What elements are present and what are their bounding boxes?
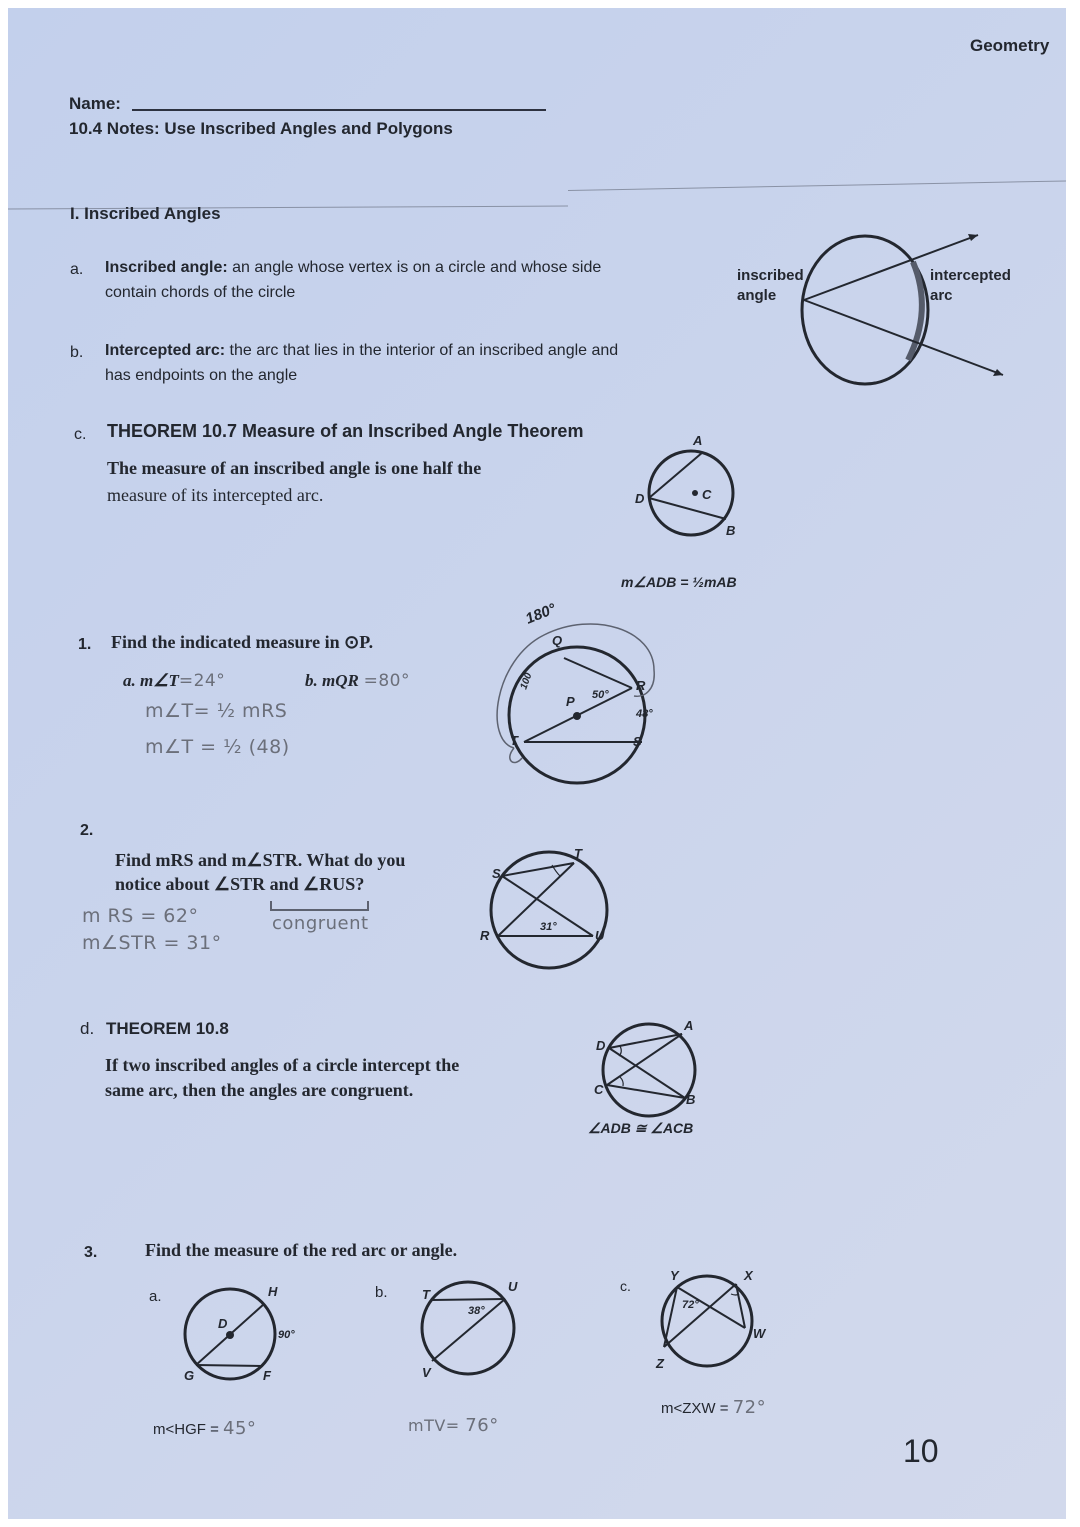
problem-3c-diagram (648, 1270, 788, 1390)
point-t-label: T (422, 1287, 430, 1302)
point-g-label: G (184, 1368, 195, 1383)
problem-3a-marker: a. (149, 1288, 162, 1305)
definition-a-marker: a. (70, 261, 84, 278)
point-w-label: W (753, 1326, 766, 1341)
point-u-label: U (595, 928, 605, 943)
problem-1-work-line2: m∠T = ½ (48) (145, 736, 290, 758)
label-line: intercepted (930, 267, 1011, 284)
point-d-label: D (596, 1038, 606, 1053)
problem-2-answer-str[interactable]: m∠STR = 31° (82, 932, 222, 954)
point-s-label: S (492, 866, 501, 881)
arc-given-value: 90° (278, 1329, 295, 1341)
angle-given-value: 72° (682, 1299, 699, 1311)
label-line: angle (737, 287, 777, 304)
point-z-label: Z (656, 1356, 664, 1371)
point-b-label: B (686, 1092, 696, 1107)
label-line: arc (930, 287, 953, 304)
theorem-10-8-body-cont: same arc, then the angles are congruent. (105, 1080, 414, 1100)
point-h-label: H (268, 1284, 278, 1299)
angle-u-value: 31° (540, 921, 557, 933)
theorem-10-7-diagram (618, 433, 758, 573)
problem-3-number: 3. (84, 1244, 98, 1261)
point-s-label: S (633, 734, 642, 749)
problem-3a-diagram (178, 1278, 318, 1398)
label-line: inscribed (737, 267, 804, 284)
problem-3a-answer-row (153, 1418, 256, 1439)
inscribed-angle-diagram (788, 220, 1008, 400)
definition-b-marker: b. (70, 344, 84, 361)
point-r-label: R (636, 678, 646, 693)
problem-3c-answer[interactable]: 72° (732, 1397, 767, 1418)
page-number: 10 (903, 1433, 939, 1469)
problem-1b (305, 671, 410, 691)
point-r-label: R (480, 928, 490, 943)
problem-3-prompt: Find the measure of the red arc or angle. (145, 1240, 458, 1260)
problem-3c-answer-label: m<ZXW = (661, 1400, 733, 1417)
problem-3b-answer-label: mTV= (408, 1416, 466, 1435)
problem-3b-diagram (408, 1273, 548, 1393)
problem-2-prompt: Find mRS and m∠STR. What do you (115, 850, 406, 870)
point-p-label: P (566, 694, 575, 709)
definition-text-cont: has endpoints on the angle (105, 367, 298, 384)
point-d-label: D (635, 491, 645, 506)
problem-1-work-line1: m∠T= ½ mRS (145, 700, 288, 722)
problem-2-notice-answer[interactable]: congruent (272, 913, 369, 934)
theorem-10-7-body-cont: measure of its intercepted arc. (107, 485, 324, 505)
point-u-label: U (508, 1279, 518, 1294)
problem-2-answer-rs[interactable]: m RS = 62° (82, 905, 199, 927)
theorem-d-marker: d. (80, 1019, 95, 1038)
subject-label: Geometry (970, 36, 1050, 55)
theorem-10-8-heading: THEOREM 10.8 (106, 1019, 229, 1038)
section-title: I. Inscribed Angles (70, 204, 221, 223)
point-q-label: Q (552, 633, 563, 648)
name-label: Name: (69, 94, 121, 113)
problem-3b-answer[interactable]: 76° (465, 1415, 499, 1436)
problem-1a (123, 671, 225, 691)
congruent-bracket (270, 901, 369, 911)
angle-given-value: 38° (468, 1305, 485, 1317)
problem-1-diagram (484, 600, 684, 800)
problem-1b-answer[interactable]: =80° (363, 671, 410, 691)
point-c-label: C (702, 487, 712, 502)
point-v-label: V (422, 1365, 431, 1380)
point-t-label: T (574, 846, 582, 861)
problem-3b-marker: b. (375, 1284, 388, 1301)
theorem-10-7-heading: THEOREM 10.7 Measure of an Inscribed Angle Theorem (107, 421, 584, 441)
theorem-10-7-body: The measure of an inscribed angle is one half the (107, 458, 482, 478)
point-f-label: F (263, 1368, 271, 1383)
handwritten-180: 180° (523, 600, 559, 628)
problem-2-number: 2. (80, 822, 94, 839)
problem-1a-answer[interactable]: =24° (178, 671, 226, 691)
problem-3b-answer-row (408, 1415, 499, 1436)
term: Inscribed angle: (105, 259, 228, 276)
problem-2-diagram (468, 838, 628, 988)
problem-1b-label: b. mQR (305, 671, 359, 690)
problem-1a-label: a. m∠T (123, 671, 179, 690)
definition-intercepted-arc (105, 342, 618, 360)
point-x-label: X (744, 1268, 753, 1283)
arc-rs-value: 48° (636, 708, 653, 720)
definition-inscribed-angle (105, 259, 601, 277)
theorem-10-8-formula: ∠ADB ≅ ∠ACB (588, 1120, 694, 1136)
problem-3a-answer-label: m<HGF = (153, 1421, 224, 1438)
problem-3c-marker: c. (620, 1278, 631, 1294)
point-a-label: A (693, 433, 703, 448)
problem-1-prompt: Find the indicated measure in ⊙P. (111, 632, 374, 652)
problem-2-prompt-cont: notice about ∠STR and ∠RUS? (115, 874, 365, 894)
problem-1-number: 1. (78, 636, 92, 653)
theorem-10-8-diagram (588, 1008, 728, 1128)
name-field-line[interactable] (132, 109, 546, 111)
point-a-label: A (684, 1018, 694, 1033)
point-y-label: Y (670, 1268, 679, 1283)
worksheet-page (8, 8, 1066, 1519)
definition-text: an angle whose vertex is on a circle and whose side (232, 259, 602, 276)
point-t-label: T (510, 733, 518, 748)
problem-3a-answer[interactable]: 45° (223, 1418, 257, 1439)
angle-r-value: 50° (592, 689, 609, 701)
theorem-10-7-formula: m∠ADB = ½mAB (621, 574, 737, 590)
point-c-label: C (594, 1082, 604, 1097)
problem-3c-answer-row (661, 1397, 766, 1418)
handwritten-100: 100 (518, 671, 535, 692)
page-title: 10.4 Notes: Use Inscribed Angles and Polygons (69, 119, 453, 138)
section-divider-right (568, 180, 1066, 191)
term: Intercepted arc: (105, 342, 226, 359)
point-b-label: B (726, 523, 736, 538)
point-d-label: D (218, 1316, 228, 1331)
theorem-c-marker: c. (74, 426, 87, 443)
definition-text: the arc that lies in the interior of an inscribed angle and (229, 342, 619, 359)
theorem-10-8-body: If two inscribed angles of a circle intercept the (105, 1055, 460, 1075)
definition-text-cont: contain chords of the circle (105, 284, 296, 301)
